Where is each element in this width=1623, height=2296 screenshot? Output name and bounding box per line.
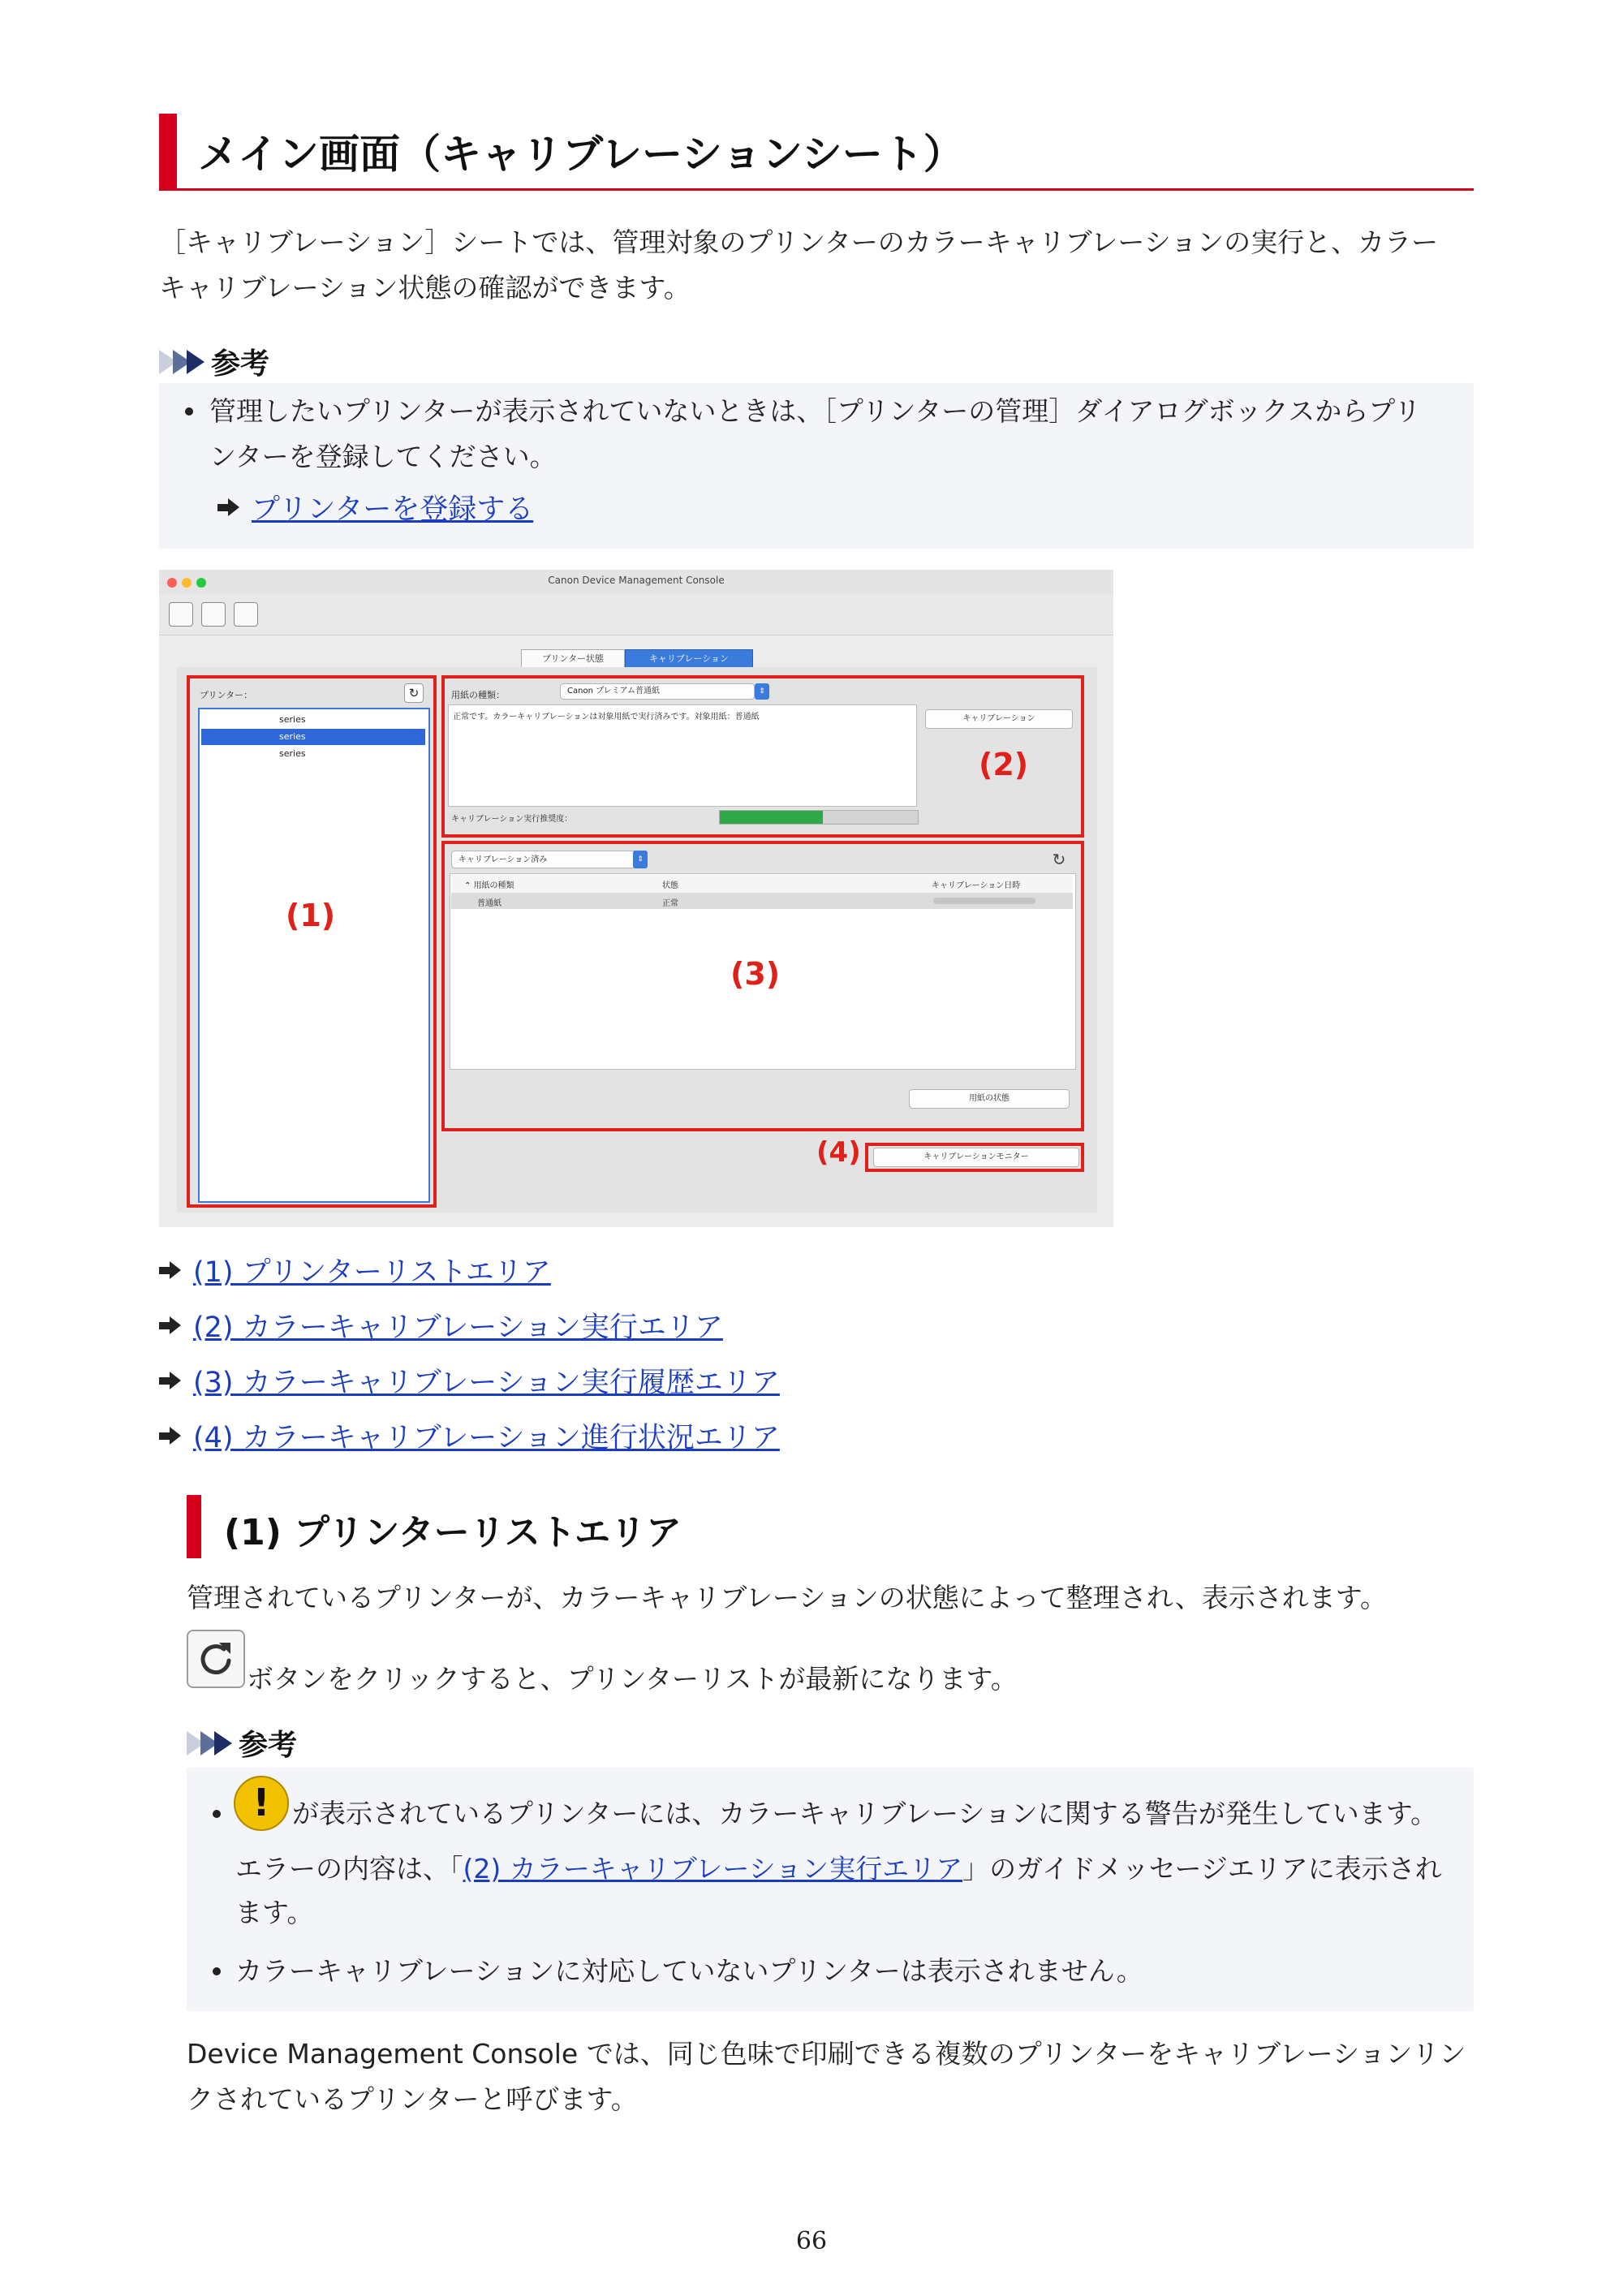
heading-bar bbox=[159, 114, 177, 190]
note-error-suffix: 」のガイドメッセージエリアに表示され bbox=[962, 1853, 1442, 1885]
section-para-1: 管理されているプリンターが、カラーキャリブレーションの状態によって整理され、表示されます。 bbox=[187, 1582, 1388, 1613]
page-number: 66 bbox=[795, 2227, 828, 2255]
note-chevron-icon bbox=[159, 350, 208, 374]
arrow-right-icon bbox=[217, 498, 240, 516]
region-label-3: (3) bbox=[730, 956, 781, 992]
window-title: Canon Device Management Console bbox=[548, 575, 725, 586]
section-heading-bar bbox=[187, 1495, 201, 1558]
column-paper-type[interactable]: ⌃ 用紙の種類 bbox=[464, 881, 514, 890]
column-calibration-date[interactable]: キャリブレーション日時 bbox=[932, 881, 1021, 890]
arrow-right-icon bbox=[159, 1261, 182, 1279]
recommendation-progress-bar bbox=[719, 810, 919, 825]
link-execution-area[interactable]: (2) カラーキャリブレーション実行エリア bbox=[193, 1312, 723, 1344]
link-row-3 bbox=[159, 1360, 780, 1401]
tab-calibration[interactable]: キャリブレーション bbox=[625, 649, 753, 669]
link-row-2 bbox=[159, 1305, 723, 1346]
arrow-right-icon bbox=[159, 1316, 182, 1334]
note-error-line bbox=[235, 1846, 1442, 1893]
row-paper-type: 普通紙 bbox=[477, 899, 502, 908]
intro-line-1: ［キャリブレーション］シートでは、管理対象のプリンターのカラーキャリブレーションの実行と、カラー bbox=[159, 226, 1439, 258]
refresh-list-icon[interactable]: ↻ bbox=[404, 683, 424, 703]
column-status[interactable]: 状態 bbox=[662, 881, 678, 890]
section-para-3-line-2: クされているプリンターと呼びます。 bbox=[187, 2083, 638, 2115]
link-execution-area-inline[interactable]: (2) カラーキャリブレーション実行エリア bbox=[463, 1853, 963, 1885]
app-screenshot bbox=[159, 570, 1113, 1227]
intro-line-2: キャリブレーション状態の確認ができます。 bbox=[159, 272, 691, 304]
region-label-1: (1) bbox=[286, 898, 336, 933]
heading-rule bbox=[159, 188, 1474, 191]
link-history-area[interactable]: (3) カラーキャリブレーション実行履歴エリア bbox=[193, 1367, 780, 1399]
printer-item[interactable]: series bbox=[279, 714, 306, 725]
printer-info-icon[interactable] bbox=[234, 602, 258, 627]
note-text-line-1: 管理したいプリンターが表示されていないときは、［プリンターの管理］ダイアログボックスからプリ bbox=[209, 395, 1421, 427]
note-title: 参考 bbox=[211, 347, 270, 381]
note-warning-text: が表示されているプリンターには、カラーキャリブレーションに関する警告が発生しています。 bbox=[292, 1798, 1438, 1829]
add-printer-icon[interactable] bbox=[201, 602, 226, 627]
link-printer-list-area[interactable]: (1) プリンターリストエリア bbox=[193, 1256, 551, 1289]
section-para-3-line-1: Device Management Console では、同じ色味で印刷できる複数のプリンターをキャリブレーションリン bbox=[187, 2038, 1466, 2070]
select-arrows-icon[interactable]: ⇕ bbox=[755, 683, 769, 700]
page-title: メイン画面（キャリブレーションシート） bbox=[198, 131, 964, 178]
row-status: 正常 bbox=[662, 899, 678, 908]
guide-message: 正常です。カラーキャリブレーションは対象用紙で実行済みです。対象用紙：普通紙 bbox=[453, 713, 760, 722]
refresh-icon bbox=[188, 1631, 243, 1686]
calibration-monitor-button[interactable]: キャリブレーションモニター bbox=[873, 1148, 1079, 1167]
arrow-right-icon bbox=[159, 1372, 182, 1389]
paper-type-select[interactable]: Canon プレミアム普通紙 bbox=[560, 683, 755, 700]
note-heading bbox=[159, 341, 269, 382]
note-chevron-icon bbox=[187, 1731, 235, 1755]
arrow-right-icon bbox=[159, 1427, 182, 1445]
bullet-dot bbox=[213, 1810, 221, 1818]
note-text-line-2: ンターを登録してください。 bbox=[209, 441, 557, 472]
note-error-prefix: エラーの内容は、「 bbox=[235, 1853, 463, 1885]
printer-item[interactable]: series bbox=[279, 748, 306, 759]
section-heading: (1) プリンターリストエリア bbox=[224, 1512, 682, 1553]
bullet-dot bbox=[213, 1967, 221, 1975]
register-printer-link[interactable]: プリンターを登録する bbox=[252, 493, 534, 526]
refresh-history-icon[interactable]: ↻ bbox=[1052, 850, 1066, 869]
printer-item-selected[interactable]: series bbox=[279, 731, 306, 742]
paper-type-label: 用紙の種類： bbox=[451, 690, 505, 700]
printer-list-label: プリンター： bbox=[200, 690, 253, 700]
progress-fill bbox=[720, 811, 823, 824]
region-label-4: (4) bbox=[816, 1136, 861, 1169]
history-filter-select[interactable]: キャリブレーション済み bbox=[451, 851, 643, 868]
bullet-dot bbox=[185, 407, 193, 416]
refresh-button-image bbox=[187, 1630, 245, 1688]
note-unsupported-text: カラーキャリブレーションに対応していないプリンターは表示されません。 bbox=[235, 1955, 1143, 1987]
progress-label: キャリブレーション実行推奨度： bbox=[451, 815, 573, 824]
note-box bbox=[187, 1768, 1474, 2011]
note-box bbox=[159, 383, 1474, 549]
toolbar bbox=[159, 594, 1113, 635]
tab-printer-status[interactable]: プリンター状態 bbox=[521, 649, 625, 669]
note-error-line-2: ます。 bbox=[235, 1897, 314, 1928]
link-row-1 bbox=[159, 1250, 551, 1290]
register-printer-link-row bbox=[217, 487, 533, 528]
calibrate-button[interactable]: キャリブレーション bbox=[925, 709, 1073, 729]
region-label-2: (2) bbox=[979, 747, 1029, 782]
link-row-4 bbox=[159, 1415, 780, 1456]
section-para-2: ボタンをクリックすると、プリンターリストが最新になります。 bbox=[247, 1663, 1018, 1695]
link-progress-area[interactable]: (4) カラーキャリブレーション進行状況エリア bbox=[193, 1422, 780, 1454]
warning-icon: ! bbox=[234, 1776, 289, 1831]
printer-list[interactable] bbox=[198, 708, 430, 1203]
note-heading bbox=[187, 1722, 297, 1764]
paper-status-button[interactable]: 用紙の状態 bbox=[909, 1089, 1070, 1109]
row-date-blurred bbox=[933, 898, 1035, 904]
remove-printer-icon[interactable] bbox=[169, 602, 193, 627]
selected-printer-highlight bbox=[201, 729, 425, 745]
select-arrows-icon[interactable]: ⇕ bbox=[633, 851, 648, 868]
note-title: 参考 bbox=[239, 1729, 298, 1762]
